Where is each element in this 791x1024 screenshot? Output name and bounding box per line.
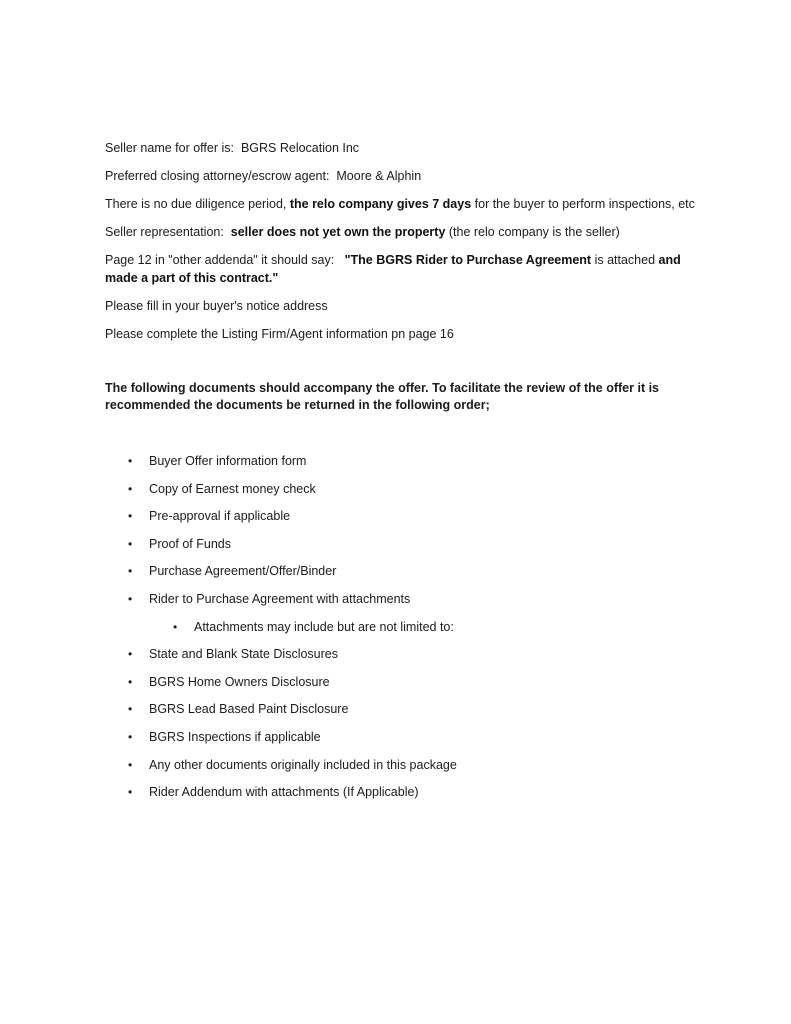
document-item-text: BGRS Lead Based Paint Disclosure [149, 702, 349, 717]
page12-quote-bold: "The BGRS Rider to Purchase Agreement [344, 253, 592, 267]
notice-address-line: Please fill in your buyer's notice address [105, 299, 328, 313]
document-item-text: Rider Addendum with attachments (If Applicable) [149, 785, 419, 800]
seller-representation-line [105, 224, 620, 240]
seller-representation-label: Seller representation: [105, 225, 224, 239]
bullet-icon: • [128, 647, 133, 662]
closing-attorney-value: Moore & Alphin [336, 169, 422, 183]
documents-intro-line-2: recommended the documents be returned in the following order; [105, 398, 490, 412]
document-item [128, 729, 321, 745]
bullet-icon: • [128, 481, 133, 496]
bullet-icon: • [128, 509, 133, 524]
document-item [128, 508, 290, 524]
document-item-text: Pre-approval if applicable [149, 509, 291, 524]
bullet-icon: • [128, 785, 133, 800]
seller-name-line [105, 140, 359, 156]
due-diligence-emphasis: the relo company gives 7 days [289, 197, 472, 211]
page12-quote-plain: is attached [591, 253, 656, 267]
page12-line-2 [105, 270, 278, 286]
page12-quote-end: made a part of this contract." [105, 271, 279, 285]
page12-instruction: Page 12 in "other addenda" it should say: [105, 253, 335, 267]
document-item [128, 784, 419, 800]
due-diligence-text: There is no due diligence period, [105, 197, 290, 211]
document-item-text: Copy of Earnest money check [149, 481, 316, 496]
closing-attorney-line [105, 168, 421, 184]
document-item [128, 453, 306, 469]
due-diligence-line [105, 196, 695, 212]
bullet-icon: • [128, 674, 133, 689]
document-item [128, 536, 231, 552]
document-item [128, 591, 410, 607]
document-subitem [173, 619, 454, 635]
bullet-icon: • [128, 536, 133, 551]
document-item-text: Purchase Agreement/Offer/Binder [149, 564, 337, 579]
document-item [128, 757, 457, 773]
document-item [128, 646, 338, 662]
document-item-text: BGRS Home Owners Disclosure [149, 674, 330, 689]
bullet-icon: • [128, 592, 133, 606]
bullet-icon: • [128, 757, 133, 772]
closing-attorney-label: Preferred closing attorney/escrow agent: [105, 169, 330, 183]
listing-firm-line: Please complete the Listing Firm/Agent information pn page 16 [105, 327, 454, 341]
seller-representation-note: (the relo company is the seller) [445, 225, 620, 239]
due-diligence-text-end: for the buyer to perform inspections, etc [471, 197, 695, 211]
bullet-icon: • [128, 564, 133, 579]
document-item-text: Buyer Offer information form [149, 454, 307, 468]
seller-name-label: Seller name for offer is: [105, 141, 234, 155]
document-item [128, 674, 330, 690]
bullet-icon: • [128, 454, 133, 468]
document-item-text: State and Blank State Disclosures [149, 647, 338, 662]
documents-intro [105, 380, 665, 414]
bullet-icon: • [128, 702, 133, 717]
document-item [128, 563, 336, 579]
seller-representation-emphasis: seller does not yet own the property [230, 225, 446, 239]
document-item-text: Attachments may include but are not limited to: [194, 619, 454, 634]
bullet-icon: • [173, 619, 178, 634]
seller-name-value: BGRS Relocation Inc [240, 141, 360, 155]
bullet-icon: • [128, 730, 133, 744]
document-item-text: Any other documents originally included in this package [149, 757, 457, 772]
document-item-text: BGRS Inspections if applicable [149, 730, 321, 744]
documents-intro-line-1: The following documents should accompany the offer. To facilitate the review of the offer it is [105, 381, 660, 395]
document-item-text: Proof of Funds [149, 536, 231, 551]
document-item [128, 701, 348, 717]
document-item-text: Rider to Purchase Agreement with attachments [149, 592, 411, 606]
document-item [128, 481, 316, 497]
page12-line: Page 12 in "other addenda" it should say: "The BGRS Rider to Purchase Agreement is attached and [105, 253, 681, 267]
